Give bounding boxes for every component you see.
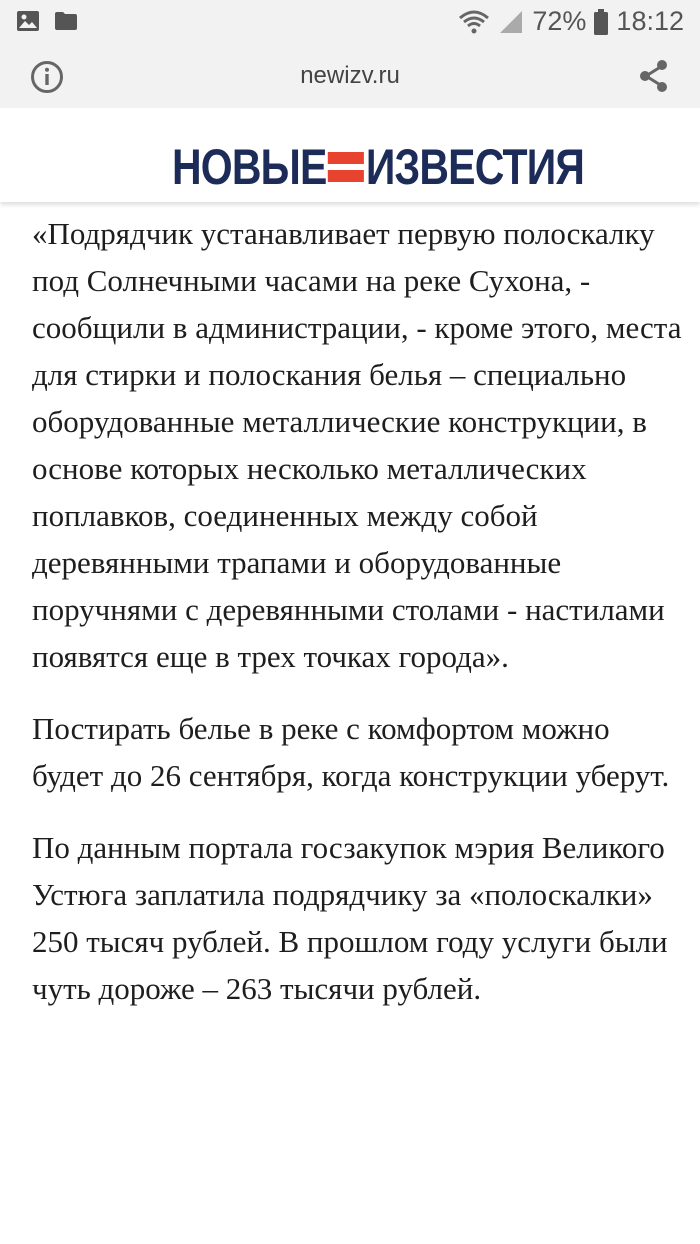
- wifi-icon: [458, 9, 490, 35]
- logo-text-left: НОВЫЕ: [172, 139, 327, 195]
- share-icon[interactable]: [638, 58, 670, 94]
- url-text[interactable]: newizv.ru: [300, 62, 400, 89]
- logo-text-right: ИЗВЕСТИЯ: [365, 139, 584, 195]
- browser-url-bar[interactable]: [0, 46, 700, 108]
- site-header: [0, 108, 700, 202]
- image-icon: [16, 10, 40, 32]
- status-bar: [0, 0, 700, 46]
- folder-icon: [54, 11, 78, 31]
- site-logo[interactable]: [172, 136, 584, 198]
- article-paragraph: По данным портала госзакупок мэрия Великого Устюга заплатила подрядчику за «полоскалки» 250 тысяч рублей. В прошлом году услуги были чуть дороже – 263 тысячи рублей.: [32, 830, 668, 1006]
- article-paragraph: «Подрядчик устанавливает первую полоскалку под Солнечными часами на реке Сухона, - сообщили в администрации, - кроме этого, места для стирки и полоскания белья – специально оборудованные металлические конструкции, в основе которых несколько металлических поплавков, соединенных между собой деревянными трапами и оборудованные поручнями с деревянными столами - настилами появятся еще в трех точках города».: [32, 216, 682, 674]
- article-paragraph: Постирать белье в реке с комфортом можно будет до 26 сентября, когда конструкции уберут.: [32, 711, 670, 793]
- clock: 18:12: [616, 6, 684, 36]
- battery-percent: 72%: [532, 6, 587, 36]
- signal-icon: [498, 9, 524, 35]
- article-body: [32, 210, 682, 1037]
- logo-mark: [328, 147, 364, 187]
- battery-icon: [594, 9, 608, 35]
